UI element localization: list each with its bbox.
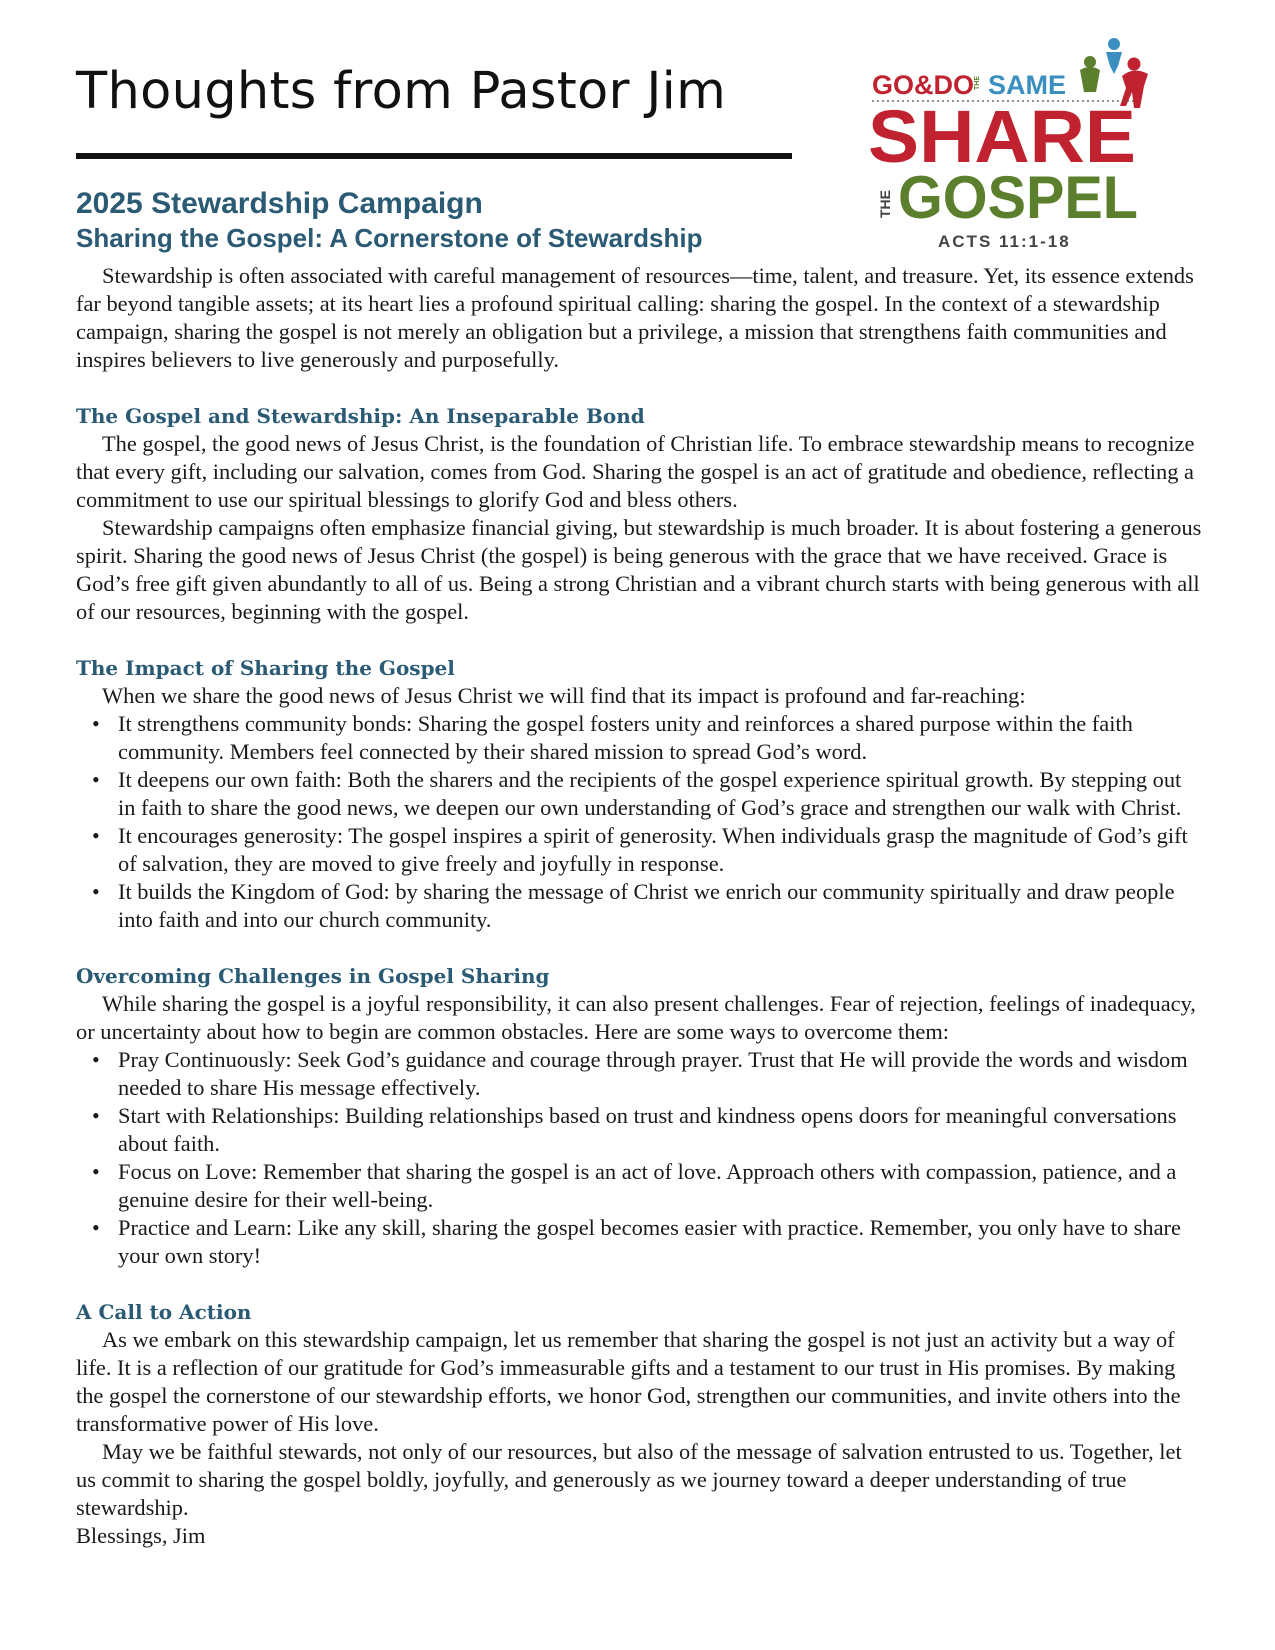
list-item: • Practice and Learn: Like any skill, sharing the gospel becomes easier with practice. Remember, you only have to share your own story! <box>76 1214 1204 1270</box>
list-item: • Start with Relationships: Building relationships based on trust and kindness opens doors for meaningful conversations about faith. <box>76 1102 1204 1158</box>
logo-go-do: GO&DO <box>872 70 975 100</box>
logo-same: SAME <box>988 70 1067 100</box>
logo-share: SHARE <box>868 95 1136 178</box>
section-impact <box>76 654 1204 934</box>
section-heading: The Impact of Sharing the Gospel <box>76 656 455 680</box>
section-call-to-action <box>76 1298 1204 1550</box>
article-body <box>76 262 1204 1550</box>
section-heading: A Call to Action <box>76 1300 252 1324</box>
list-item: • It builds the Kingdom of God: by sharing the message of Christ we enrich our community spiritually and draw people into faith and into our church community. <box>76 878 1204 934</box>
paragraph: The gospel, the good news of Jesus Christ, is the foundation of Christian life. To embrace stewardship means to recognize that every gift, including our salvation, comes from God. Sharing the gospel is an act of gratitude and obedience, reflecting a commitment to use our spiritual blessings to glorify God and bless others. <box>76 431 1195 512</box>
bullet-list <box>76 710 1204 934</box>
intro-paragraph: Stewardship is often associated with careful management of resources—time, talent, and treasure. Yet, its essence extends far beyond tangible assets; at its heart lies a profound spiritual calling: sharing the gospel. In the context of a stewardship campaign, sharing the gospel is not merely an obligation but a privilege, a mission that strengthens faith communities and inspires believers to live generously and purposefully. <box>76 263 1194 372</box>
list-item: • It encourages generosity: The gospel inspires a spirit of generosity. When individuals grasp the magnitude of God’s gift of salvation, they are moved to give freely and joyfully in response. <box>76 822 1204 878</box>
section-gospel-and-stewardship <box>76 402 1204 626</box>
title-divider <box>76 153 792 159</box>
logo-scripture-reference: ACTS 11:1-18 <box>938 232 1071 251</box>
paragraph: When we share the good news of Jesus Christ we will find that its impact is profound and far-reaching: <box>102 683 1026 708</box>
page-title: Thoughts from Pastor Jim <box>76 62 727 121</box>
logo-the-small: THE <box>974 76 981 90</box>
paragraph: While sharing the gospel is a joyful responsibility, it can also present challenges. Fear of rejection, feelings of inadequacy, or uncertainty about how to begin are common obstacles. Here are some ways to overcome them: <box>76 991 1196 1044</box>
section-heading: The Gospel and Stewardship: An Inseparable Bond <box>76 404 645 428</box>
list-item: • It deepens our own faith: Both the sharers and the recipients of the gospel experience spiritual growth. By stepping out in faith to share the good news, we deepen our own understanding of God’s grace and strengthen our walk with Christ. <box>76 766 1204 822</box>
campaign-title: 2025 Stewardship Campaign <box>76 187 483 220</box>
section-challenges <box>76 962 1204 1270</box>
list-item: • Focus on Love: Remember that sharing the gospel is an act of love. Approach others with compassion, patience, and a genuine desire for their well-being. <box>76 1158 1204 1214</box>
paragraph: Stewardship campaigns often emphasize financial giving, but stewardship is much broader. It is about fostering a generous spirit. Sharing the good news of Jesus Christ (the gospel) is being generous with the grace that we have received. Grace is God’s free gift given abundantly to all of us. Being a strong Christian and a vibrant church starts with being generous with all of our resources, beginning with the gospel. <box>76 515 1202 624</box>
bullet-list <box>76 1046 1204 1270</box>
share-the-gospel-logo <box>868 36 1168 260</box>
signoff: Blessings, Jim <box>76 1523 206 1548</box>
section-heading: Overcoming Challenges in Gospel Sharing <box>76 964 550 988</box>
list-item: • It strengthens community bonds: Sharing the gospel fosters unity and reinforces a shared purpose within the faith community. Members feel connected by their shared mission to spread God’s word. <box>76 710 1204 766</box>
paragraph: As we embark on this stewardship campaign, let us remember that sharing the gospel is not just an activity but a way of life. It is a reflection of our gratitude for God’s immeasurable gifts and a testament to our trust in His promises. By making the gospel the cornerstone of our stewardship efforts, we honor God, strengthen our communities, and invite others into the transformative power of His love. <box>76 1327 1181 1436</box>
paragraph: May we be faithful stewards, not only of our resources, but also of the message of salvation entrusted to us. Together, let us commit to sharing the gospel boldly, joyfully, and generously as we journey toward a deeper understanding of true stewardship. <box>76 1439 1182 1520</box>
campaign-subtitle: Sharing the Gospel: A Cornerstone of Stewardship <box>76 223 703 253</box>
list-item: • Pray Continuously: Seek God’s guidance and courage through prayer. Trust that He will provide the words and wisdom needed to share His message effectively. <box>76 1046 1204 1102</box>
logo-gospel: GOSPEL <box>898 164 1138 231</box>
logo-the-vertical: THE <box>877 190 893 218</box>
